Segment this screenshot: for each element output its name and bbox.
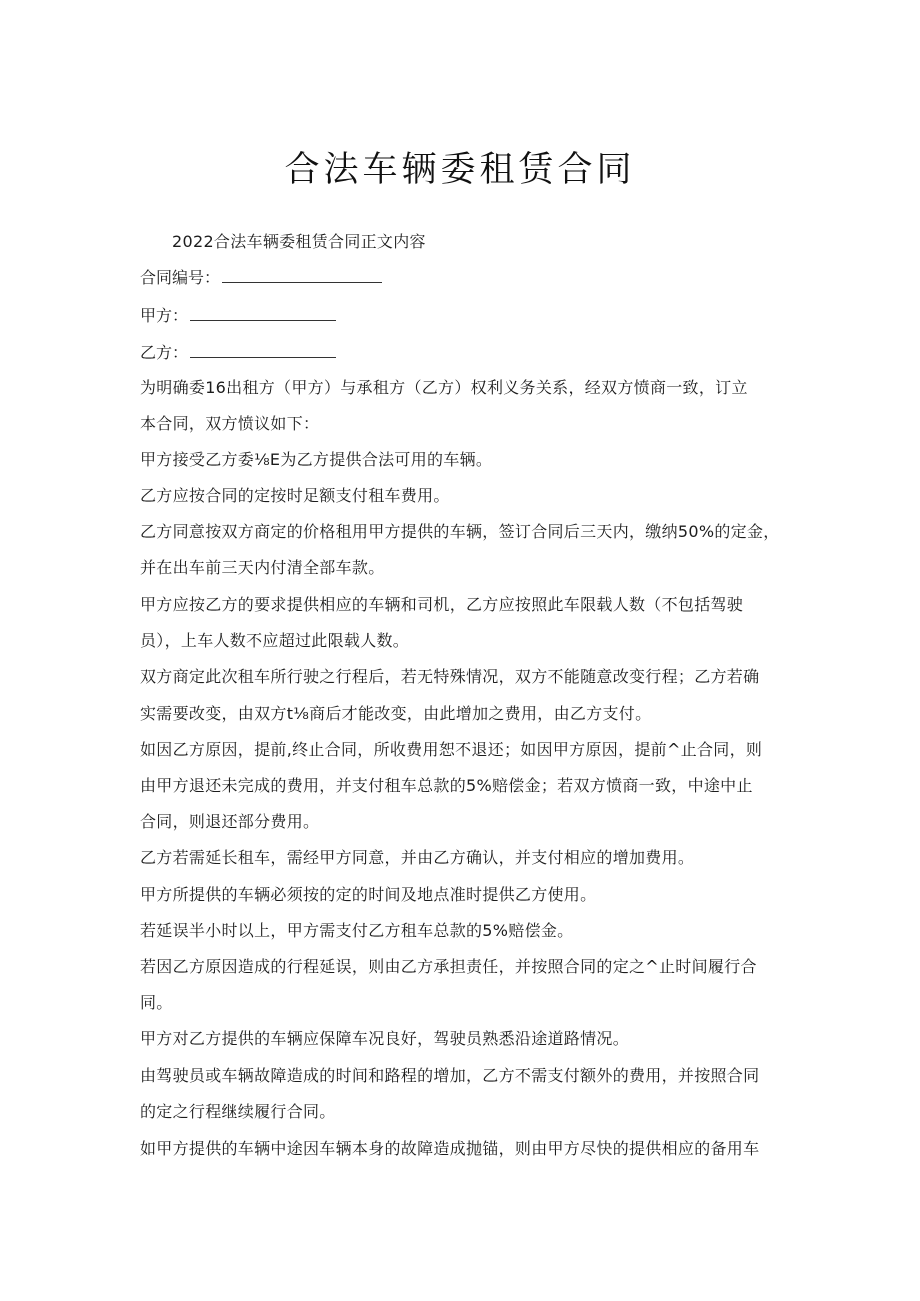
contract-number-blank [222, 268, 382, 283]
party-b-label: 乙方： [140, 343, 189, 362]
party-a-blank [190, 306, 336, 321]
body-line: 若延误半小时以上，甲方需支付乙方租车总款的5%赔偿金。 [140, 921, 574, 940]
body-line: 由驾驶员或车辆故障造成的时间和路程的增加，乙方不需支付额外的费用，并按照合同 [140, 1066, 760, 1085]
body-line: 乙方同意按双方商定的价格租用甲方提供的车辆，签订合同后三天内，缴纳50%的定金， [140, 522, 780, 541]
body-line: 本合同，双方愤议如下： [140, 414, 320, 433]
body-line: 乙方应按合同的定按时足额支付租车费用。 [140, 486, 450, 505]
party-b-blank [190, 343, 336, 358]
party-a-field [140, 305, 336, 327]
party-b-field [140, 342, 336, 364]
body-line: 甲方接受乙方委⅛E为乙方提供合法可用的车辆。 [140, 450, 493, 469]
party-a-label: 甲方： [140, 306, 189, 325]
contract-number-label: 合同编号： [140, 268, 221, 287]
body-line: 员），上车人数不应超过此限载人数。 [140, 631, 410, 650]
body-line: 如甲方提供的车辆中途因车辆本身的故障造成抛锚，则由甲方尽快的提供相应的备用车 [140, 1139, 760, 1158]
body-line: 若因乙方原因造成的行程延误，则由乙方承担责任，并按照合同的定之^止时间履行合 [140, 957, 757, 976]
body-line: 实需要改变，由双方t⅛商后才能改变，由此增加之费用，由乙方支付。 [140, 704, 652, 723]
document-title: 合法车辆委租赁合同 [284, 150, 636, 190]
body-line: 的定之行程继续履行合同。 [140, 1102, 336, 1121]
body-line: 甲方应按乙方的要求提供相应的车辆和司机，乙方应按照此车限载人数（不包括驾驶 [140, 595, 744, 614]
body-line: 甲方所提供的车辆必须按的定的时间及地点准时提供乙方使用。 [140, 885, 597, 904]
document-subtitle: 2022合法车辆委租赁合同正文内容 [172, 232, 426, 251]
body-line: 为明确委16出租方（甲方）与承租方（乙方）权利义务关系，经双方愤商一致，订立 [140, 378, 748, 397]
body-line: 合同，则退还部分费用。 [140, 812, 320, 831]
body-line: 双方商定此次租车所行驶之行程后，若无特殊情况，双方不能随意改变行程；乙方若确 [140, 667, 760, 686]
body-line: 甲方对乙方提供的车辆应保障车况良好，驾驶员熟悉沿途道路情况。 [140, 1029, 630, 1048]
contract-number-field [140, 267, 382, 289]
body-line: 如因乙方原因，提前,终止合同，所收费用恕不退还；如因甲方原因，提前^止合同，则 [140, 740, 763, 759]
body-line: 乙方若需延长租车，需经甲方同意，并由乙方确认，并支付相应的增加费用。 [140, 848, 695, 867]
body-line: 由甲方退还未完成的费用，并支付租车总款的5%赔偿金；若双方愤商一致，中途中止 [140, 776, 753, 795]
body-line: 并在出车前三天内付清全部车款。 [140, 558, 385, 577]
body-line: 同。 [140, 993, 173, 1012]
